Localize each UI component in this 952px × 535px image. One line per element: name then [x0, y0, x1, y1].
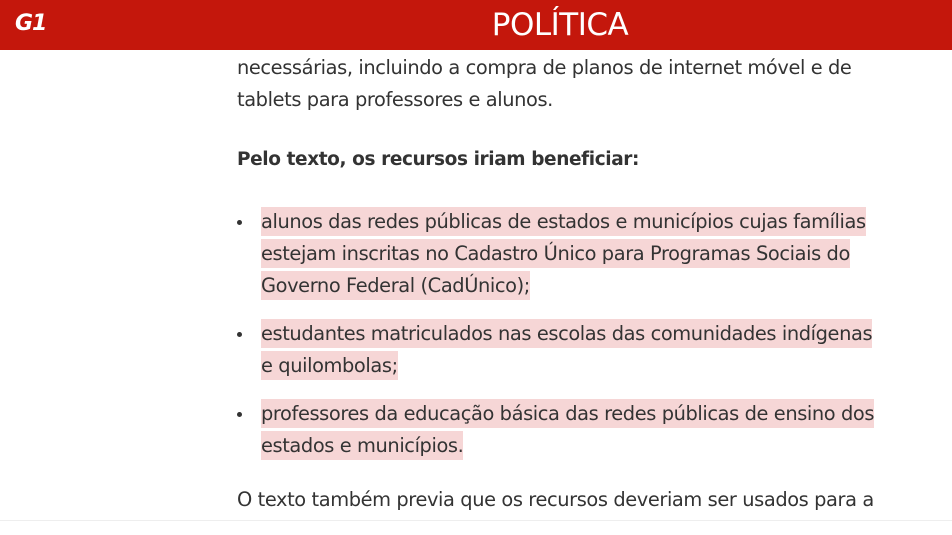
list-item — [237, 398, 877, 462]
article-paragraph-intro: necessárias, incluindo a compra de planos de internet móvel e de tablets para professores e alunos. — [237, 56, 852, 111]
list-item — [237, 318, 877, 382]
top-header-bar — [0, 0, 952, 50]
article-paragraph-tail: O texto também previa que os recursos deveriam ser usados para a — [237, 488, 874, 511]
article-subheading: Pelo texto, os recursos iriam beneficiar: — [237, 149, 640, 170]
highlighted-text: professores da educação básica das redes públicas de ensino dos estados e municípios. — [261, 399, 874, 460]
bullet-icon — [237, 412, 242, 417]
article-body — [237, 52, 877, 516]
g1-logo[interactable]: G1 — [15, 11, 47, 36]
bullet-icon — [237, 220, 242, 225]
list-item — [237, 206, 877, 302]
highlighted-text: estudantes matriculados nas escolas das comunidades indígenas e quilombolas; — [261, 319, 872, 380]
bottom-divider — [0, 520, 952, 535]
section-title[interactable]: POLÍTICA — [491, 7, 629, 43]
highlighted-text: alunos das redes públicas de estados e municípios cujas famílias estejam inscritas no Cadastro Único para Programas Sociais do Governo Federal (CadÚnico); — [261, 207, 866, 300]
bullet-icon — [237, 332, 242, 337]
beneficiaries-list — [237, 206, 877, 462]
